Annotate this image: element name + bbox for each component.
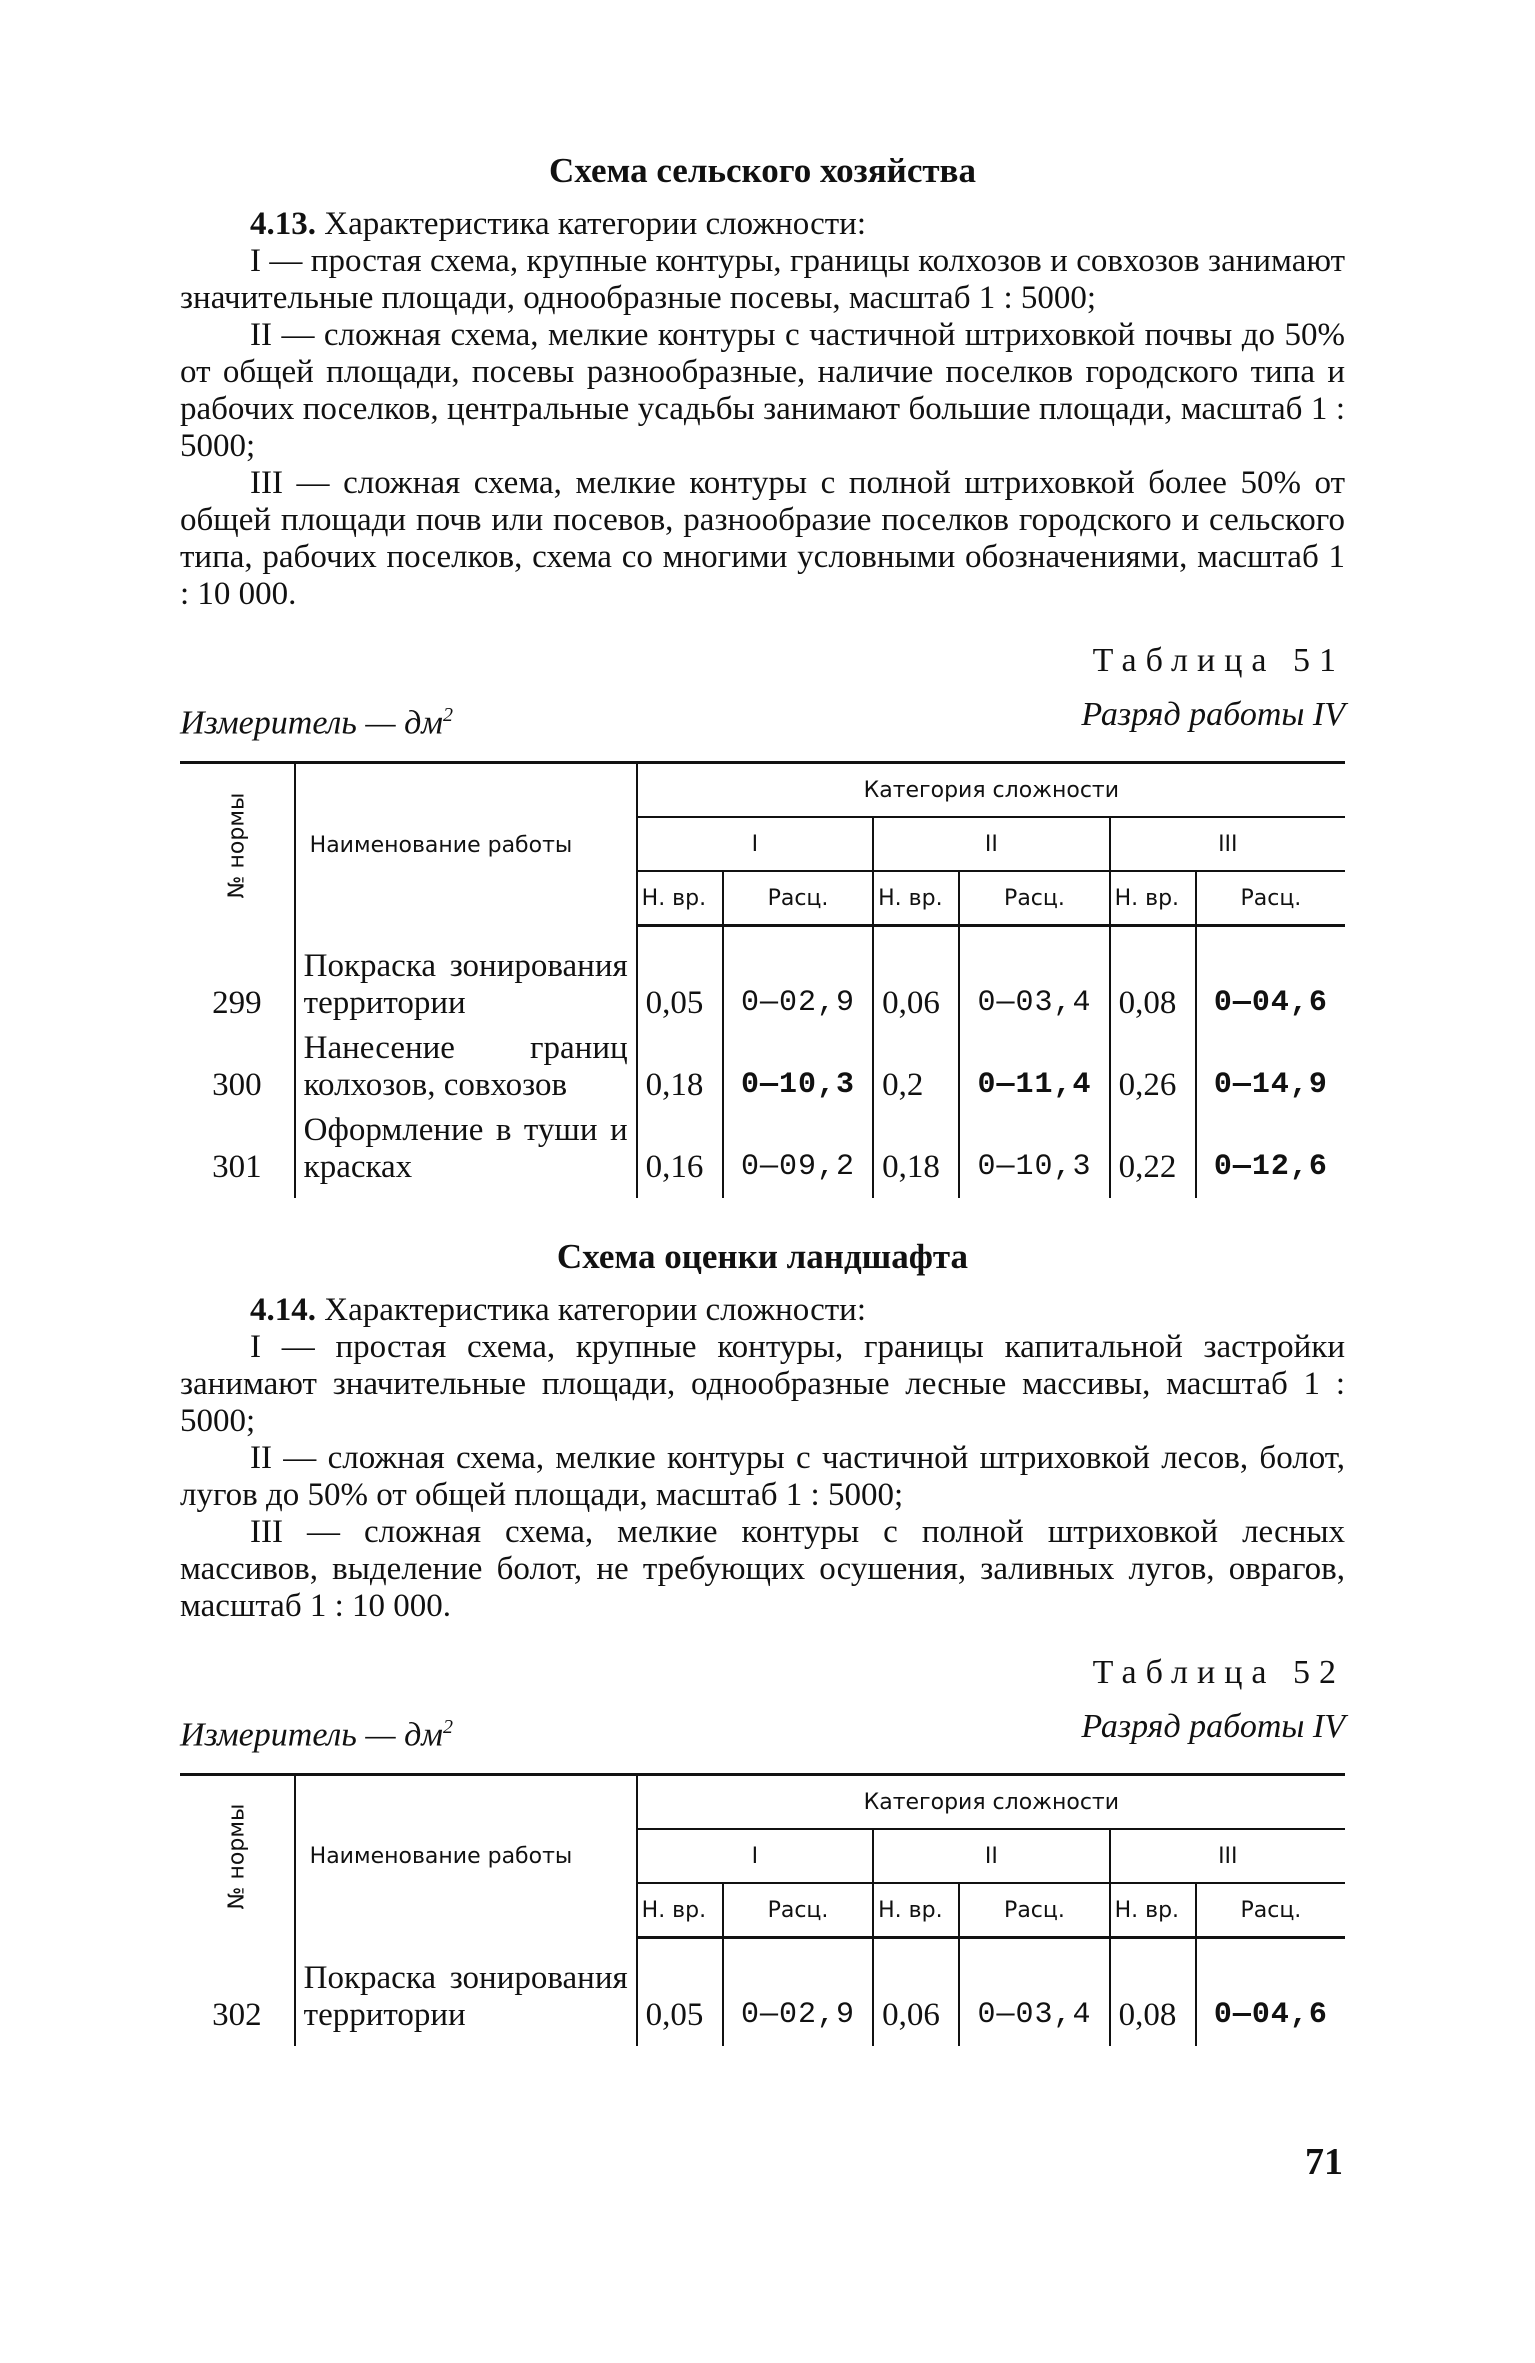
rate-value: 0—02,9 <box>723 926 873 1026</box>
table-row <box>180 1026 1345 1108</box>
time-norm-header: Н. вр. <box>1110 871 1196 926</box>
rate-value: 0—02,9 <box>723 1938 873 2046</box>
rate-value: 0—12,6 <box>1213 1149 1328 1184</box>
table-row <box>180 926 1345 1026</box>
section-number: 4.13. <box>250 206 316 242</box>
work-name: Оформление в туши и красках <box>295 1108 637 1198</box>
time-norm-header: Н. вр. <box>873 871 959 926</box>
rate-value: 0—04,6 <box>1213 985 1328 1020</box>
norm-number: 301 <box>180 1108 295 1198</box>
time-norm-value: 0,18 <box>637 1026 723 1108</box>
norms-table-51 <box>180 761 1345 1198</box>
time-norm-header: Н. вр. <box>637 871 723 926</box>
rate-header: Расц. <box>1196 871 1345 926</box>
table-caption: Таблица 51 <box>1092 642 1345 679</box>
category-ii-header: II <box>873 1829 1109 1883</box>
section-intro <box>180 1292 1345 1329</box>
time-norm-header: Н. вр. <box>873 1883 959 1938</box>
document-page <box>180 150 1345 2046</box>
work-grade-label: Разряд работы IV <box>1081 696 1345 733</box>
rate-header: Расц. <box>1196 1883 1345 1938</box>
work-name: Покраска зонирования территории <box>295 926 637 1026</box>
table-meta <box>180 695 1345 743</box>
table-row <box>180 1938 1345 2046</box>
column-header-category: Категория сложности <box>637 763 1345 818</box>
column-header-category: Категория сложности <box>637 1775 1345 1830</box>
table-row <box>180 1108 1345 1198</box>
rate-value: 0—11,4 <box>959 1026 1109 1108</box>
time-norm-header: Н. вр. <box>1110 1883 1196 1938</box>
category-ii-description: II — сложная схема, мелкие контуры с частичной штриховкой лесов, болот, лугов до 50% от общей площади, масштаб 1 : 5000; <box>180 1439 1345 1513</box>
norms-table-52 <box>180 1773 1345 2046</box>
time-norm-value: 0,26 <box>1110 1026 1196 1108</box>
rate-value: 0—10,3 <box>959 1108 1109 1198</box>
rate-header: Расц. <box>723 1883 873 1938</box>
time-norm-value: 0,05 <box>637 1938 723 2046</box>
page-number: 71 <box>1305 2141 1343 2183</box>
table-meta <box>180 1707 1345 1755</box>
column-header-number: № нормы <box>180 1775 295 1938</box>
time-norm-value: 0,05 <box>637 926 723 1026</box>
rate-header: Расц. <box>723 871 873 926</box>
section-heading-agriculture: Схема сельского хозяйства <box>549 151 976 190</box>
rate-value: 0—09,2 <box>723 1108 873 1198</box>
meter-label: Измеритель — $дм^2$ <box>180 704 453 742</box>
time-norm-value: 0,08 <box>1110 926 1196 1026</box>
work-grade-label: Разряд работы IV <box>1081 1707 1345 1745</box>
rate-value: 0—03,4 <box>959 1938 1109 2046</box>
category-iii-header: III <box>1110 817 1345 871</box>
section-spacer <box>180 1198 1345 1236</box>
section-number: 4.14. <box>250 1291 316 1328</box>
time-norm-value: 0,18 <box>873 1108 959 1198</box>
category-iii-description: III — сложная схема, мелкие контуры с полной штриховкой лесных массивов, выделение болот, не требующих осушения, заливных лугов, оврагов, масштаб 1 : 10 000. <box>180 1513 1345 1624</box>
rate-value: 0—04,6 <box>1213 1997 1328 2032</box>
category-i-header: I <box>637 817 873 871</box>
time-norm-header: Н. вр. <box>637 1883 723 1938</box>
section-heading-landscape: Схема оценки ландшафта <box>556 1236 969 1276</box>
time-norm-value: 0,2 <box>873 1026 959 1108</box>
rate-header: Расц. <box>959 871 1109 926</box>
category-i-description: I — простая схема, крупные контуры, границы капитальной застройки занимают значительные площади, однообразные лесные массивы, масштаб 1 : 5000; <box>180 1328 1345 1439</box>
section-intro-text: Характеристика категории сложности: <box>316 1291 867 1328</box>
category-ii-description: II — сложная схема, мелкие контуры с частичной штриховкой почвы до 50% от общей площади, посевы разнообразные, наличие поселков городского типа и рабочих поселков, центральные усадьбы занимают большие площади, масштаб 1 : 5000; <box>180 317 1345 464</box>
category-iii-header: III <box>1110 1829 1345 1883</box>
norm-number: 302 <box>180 1938 295 2046</box>
work-name: Нанесение границ колхозов, совхозов <box>295 1026 637 1108</box>
norm-number: 300 <box>180 1026 295 1108</box>
category-i-header: I <box>637 1829 873 1883</box>
norm-number: 299 <box>180 926 295 1026</box>
time-norm-value: 0,16 <box>637 1108 723 1198</box>
section-intro-text: Характеристика категории сложности: <box>316 206 867 242</box>
rate-value: 0—14,9 <box>1213 1067 1328 1102</box>
category-i-description: I — простая схема, крупные контуры, границы колхозов и совхозов занимают значительные площади, однообразные посевы, масштаб 1 : 5000; <box>180 243 1345 316</box>
rate-value: 0—10,3 <box>723 1026 873 1108</box>
section-intro <box>180 206 1345 243</box>
column-header-name: Наименование работы <box>295 1775 637 1938</box>
rate-header: Расц. <box>959 1883 1109 1938</box>
time-norm-value: 0,06 <box>873 1938 959 2046</box>
time-norm-value: 0,06 <box>873 926 959 1026</box>
column-header-name: Наименование работы <box>295 763 637 926</box>
time-norm-value: 0,22 <box>1110 1108 1196 1198</box>
time-norm-value: 0,08 <box>1110 1938 1196 2046</box>
column-header-number: № нормы <box>180 763 295 926</box>
table-caption: Таблица 52 <box>1092 1653 1345 1691</box>
category-iii-description: III — сложная схема, мелкие контуры с полной штриховкой более 50% от общей площади почв или посевов, разнообразие поселков городского и сельского типа, рабочих поселков, схема со многими условными обозначениями, масштаб 1 : 10 000. <box>180 465 1345 612</box>
work-name: Покраска зонирования территории <box>295 1938 637 2046</box>
category-ii-header: II <box>873 817 1109 871</box>
meter-label: Измеритель — $дм^2$ <box>180 1715 453 1754</box>
rate-value: 0—03,4 <box>959 926 1109 1026</box>
